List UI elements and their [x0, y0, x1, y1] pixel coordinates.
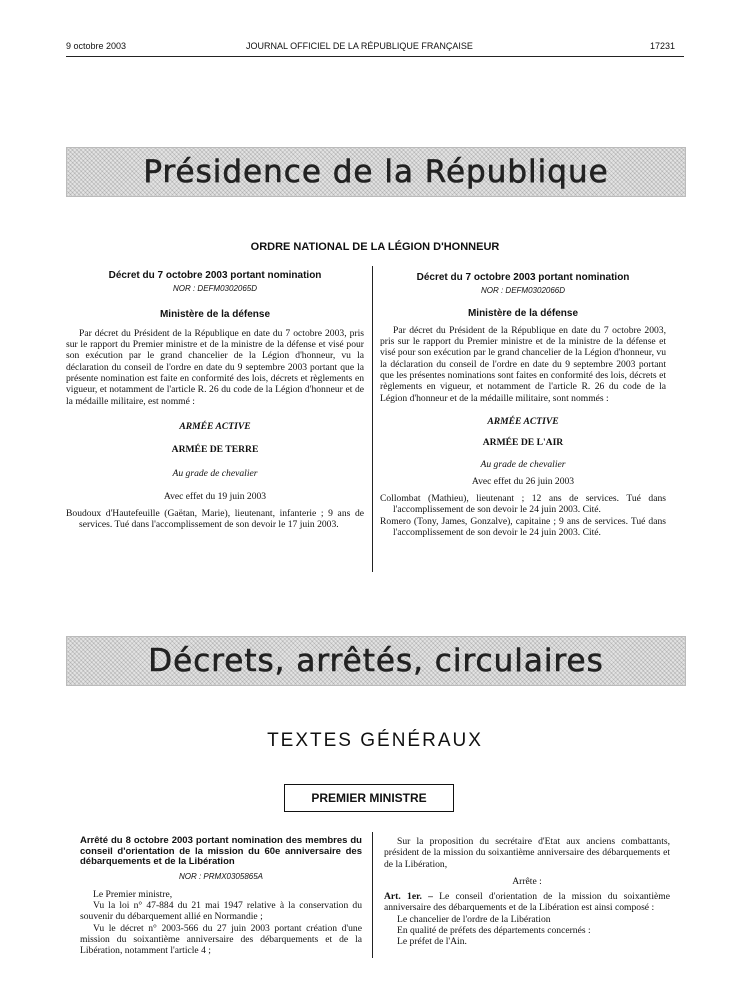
- article-label: Art. 1er. –: [384, 891, 433, 903]
- ministry-title: Ministère de la défense: [467, 307, 579, 319]
- article-list-item: Le préfet de l'Ain.: [397, 936, 467, 948]
- arrete-para: Le Premier ministre,: [93, 888, 173, 900]
- nor-reference: NOR : DEFM0302065D: [172, 284, 258, 294]
- grade-label: Au grade de chevalier: [480, 458, 566, 470]
- nor-reference: NOR : DEFM0302066D: [480, 286, 566, 296]
- arrete-para: Vu le décret n° 2003-566 du 27 juin 2003 portant création d'une mission du soixantième anniversaire des débarquements et de la Libération, notamment l'article 4 ;: [80, 922, 362, 957]
- section-banner-decrets: [66, 636, 686, 686]
- article-list-item: En qualité de préfets des départements concernés :: [397, 925, 591, 937]
- effect-date: Avec effet du 26 juin 2003: [471, 475, 575, 487]
- textes-generaux-heading: TEXTES GÉNÉRAUX: [267, 730, 483, 751]
- decree-right: [380, 272, 666, 538]
- decree-left: [66, 270, 364, 531]
- header-title: JOURNAL OFFICIEL DE LA RÉPUBLIQUE FRANÇAISE: [246, 41, 473, 51]
- page-number: 17231: [650, 41, 676, 51]
- effect-date: Avec effet du 19 juin 2003: [163, 490, 267, 502]
- decree-body: Par décret du Président de la République en date du 7 octobre 2003, pris sur le rapport du Premier ministre et de la ministre de la défense et visé pour son exécution par le grand chancelier de la Légion d'honneur, vu la déclaration du conseil de l'ordre en date du 9 septembre 2003 portant que la présente nomination est faite en conformité des lois, décrets et règlements en vigueur, et notamment de l'article R. 26 du code de la Légion d'honneur et de la médaille militaire, est nommé :: [66, 327, 364, 407]
- arrete-right: [384, 836, 670, 948]
- army-active: ARMÉE ACTIVE: [487, 415, 559, 427]
- article-1: [384, 891, 670, 914]
- column-separator: [372, 266, 373, 572]
- article-text: Le conseil d'orientation de la mission du soixantième anniversaire des débarquements et de la Libération est ainsi composé :: [384, 891, 670, 914]
- premier-ministre-box: PREMIER MINISTRE: [284, 784, 454, 812]
- column-separator: [372, 832, 373, 958]
- decree-title: Décret du 7 octobre 2003 portant nomination: [416, 272, 630, 283]
- arrete-word: Arrête :: [512, 875, 542, 887]
- decree-body: Par décret du Président de la République en date du 7 octobre 2003, pris sur le rapport du Premier ministre et de la ministre de la défense et visé pour son exécution par le grand chancelier de la Légion d'honneur, vu la déclaration du conseil de l'ordre en date du 9 septembre 2003 portant que les présentes nominations sont faites en conformité des lois, décrets et règlements en vigueur, et notamment de l'article R. 26 du code de la Légion d'honneur et de la médaille militaire, sont nommés :: [380, 324, 666, 404]
- section-banner-presidence: [66, 147, 686, 197]
- army-branch: ARMÉE DE L'AIR: [482, 437, 564, 449]
- grade-label: Au grade de chevalier: [172, 467, 258, 479]
- header-rule: [66, 56, 684, 57]
- ministry-title: Ministère de la défense: [159, 308, 271, 320]
- arrete-para: Vu la loi n° 47-884 du 21 mai 1947 relative à la conservation du souvenir du débarquement allié en Normandie ;: [80, 900, 362, 923]
- decree-title: Décret du 7 octobre 2003 portant nomination: [108, 270, 322, 281]
- nomination-entry: Collombat (Mathieu), lieutenant ; 12 ans de services. Tué dans l'accomplissement de son devoir le 24 juin 2003. Cité.: [380, 493, 666, 516]
- nomination-entry: Romero (Tony, James, Gonzalve), capitaine ; 9 ans de services. Tué dans l'accomplissement de son devoir le 24 juin 2003. Cité.: [380, 515, 666, 539]
- arrete-title: Arrêté du 8 octobre 2003 portant nomination des membres du conseil d'orientation de la mission du 60e anniversaire des débarquements et de la Libération: [80, 835, 362, 867]
- banner-title: Présidence de la République: [143, 154, 609, 190]
- header-date: 9 octobre 2003: [66, 41, 127, 51]
- army-branch: ARMÉE DE TERRE: [171, 444, 259, 456]
- nomination-entry: Boudoux d'Hautefeuille (Gaëtan, Marie), lieutenant, infanterie ; 9 ans de services. Tué dans l'accomplissement de son devoir le 17 juin 2003.: [66, 508, 364, 531]
- section-title: ORDRE NATIONAL DE LA LÉGION D'HONNEUR: [250, 241, 500, 253]
- arrete-left: [80, 836, 362, 957]
- arrete-para: Sur la proposition du secrétaire d'Etat aux anciens combattants, président de la mission du soixantième anniversaire des débarquements et de la Libération,: [384, 836, 670, 870]
- army-active: ARMÉE ACTIVE: [179, 420, 251, 432]
- banner-title: Décrets, arrêtés, circulaires: [148, 643, 604, 679]
- nor-reference: NOR : PRMX0305865A: [178, 871, 264, 881]
- article-list-item: Le chancelier de l'ordre de la Libération: [397, 913, 551, 925]
